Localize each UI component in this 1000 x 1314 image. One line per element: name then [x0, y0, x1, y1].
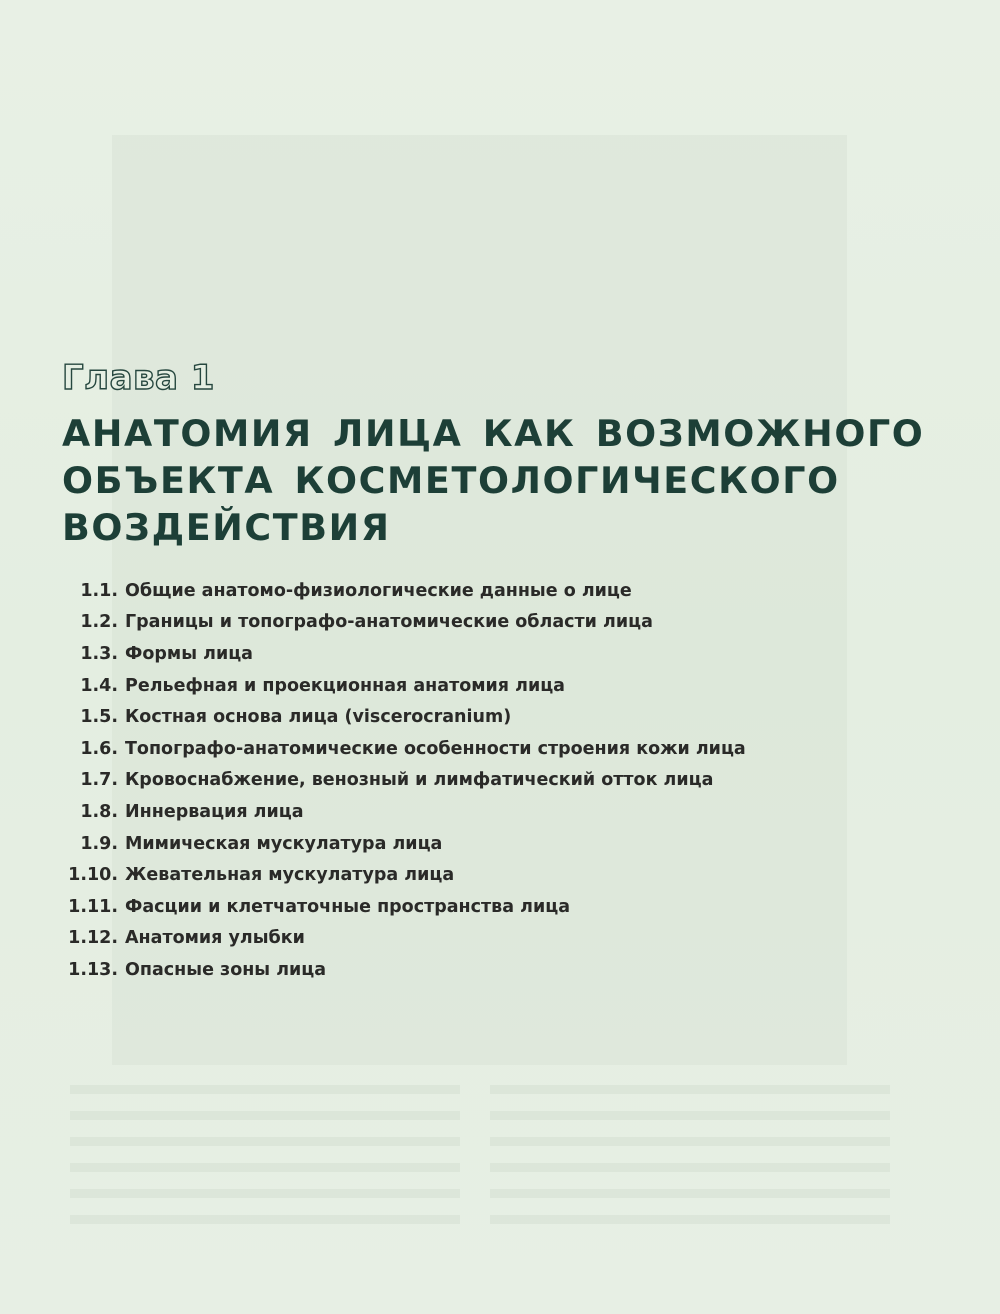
toc-item-title: Границы и топографо-анатомические области лица	[125, 612, 653, 633]
toc-item-title: Мимическая мускулатура лица	[125, 833, 443, 854]
toc-item-title: Общие анатомо-физиологические данные о лице	[125, 580, 632, 601]
toc-item	[62, 575, 746, 607]
toc-item-title: Фасции и клетчаточные пространства лица	[125, 896, 571, 917]
show-through-line	[490, 1111, 890, 1120]
toc-item-title: Иннервация лица	[125, 801, 304, 822]
toc-item-title: Кровоснабжение, венозный и лимфатический отток лица	[125, 770, 714, 791]
toc-item-number: 1.5.	[80, 707, 118, 728]
toc-item-title: Костная основа лица (viscerocranium)	[125, 707, 512, 728]
show-through-line	[70, 1085, 460, 1094]
toc-item	[62, 765, 746, 797]
toc-item	[62, 607, 746, 639]
show-through-line	[70, 1189, 460, 1198]
toc-item	[62, 954, 746, 986]
toc-item-number: 1.2.	[80, 612, 118, 633]
toc-item-number: 1.7.	[80, 770, 118, 791]
show-through-line	[490, 1137, 890, 1146]
toc-item-number: 1.3.	[80, 643, 118, 664]
toc-item-title: Опасные зоны лица	[125, 959, 327, 980]
chapter-title-line: АНАТОМИЯ ЛИЦА КАК ВОЗМОЖНОГО	[62, 412, 925, 455]
toc-item-number: 1.8.	[80, 801, 118, 822]
toc-item	[62, 638, 746, 670]
chapter-title	[62, 410, 962, 551]
show-through-line	[70, 1137, 460, 1146]
toc-item-title: Формы лица	[125, 643, 253, 664]
show-through-line	[490, 1163, 890, 1172]
toc-item	[62, 891, 746, 923]
toc-item	[62, 828, 746, 860]
chapter-title-line: ОБЪЕКТА КОСМЕТОЛОГИЧЕСКОГО	[62, 459, 840, 502]
toc-item-number: 1.13.	[68, 959, 118, 980]
toc-item-number: 1.10.	[68, 865, 118, 886]
toc-item	[62, 796, 746, 828]
chapter-label: Глава 1	[62, 358, 215, 398]
toc-item-number: 1.1.	[80, 580, 118, 601]
toc-item-number: 1.6.	[80, 738, 118, 759]
toc-item-number: 1.4.	[80, 675, 118, 696]
show-through-line	[490, 1215, 890, 1224]
toc-item-title: Анатомия улыбки	[125, 928, 305, 949]
show-through-line	[490, 1189, 890, 1198]
toc-item	[62, 701, 746, 733]
chapter-title-line: ВОЗДЕЙСТВИЯ	[62, 506, 391, 549]
show-through-line	[70, 1163, 460, 1172]
toc-item-title: Топографо-анатомические особенности строения кожи лица	[125, 738, 746, 759]
toc-item	[62, 733, 746, 765]
show-through-line	[490, 1085, 890, 1094]
toc-item-number: 1.11.	[68, 896, 118, 917]
show-through-line	[70, 1111, 460, 1120]
show-through-line	[70, 1215, 460, 1224]
toc-item	[62, 923, 746, 955]
toc-item	[62, 859, 746, 891]
toc-item-number: 1.9.	[80, 833, 118, 854]
toc-item	[62, 670, 746, 702]
table-of-contents	[62, 575, 746, 986]
toc-item-title: Рельефная и проекционная анатомия лица	[125, 675, 565, 696]
toc-item-number: 1.12.	[68, 928, 118, 949]
toc-item-title: Жевательная мускулатура лица	[125, 865, 455, 886]
